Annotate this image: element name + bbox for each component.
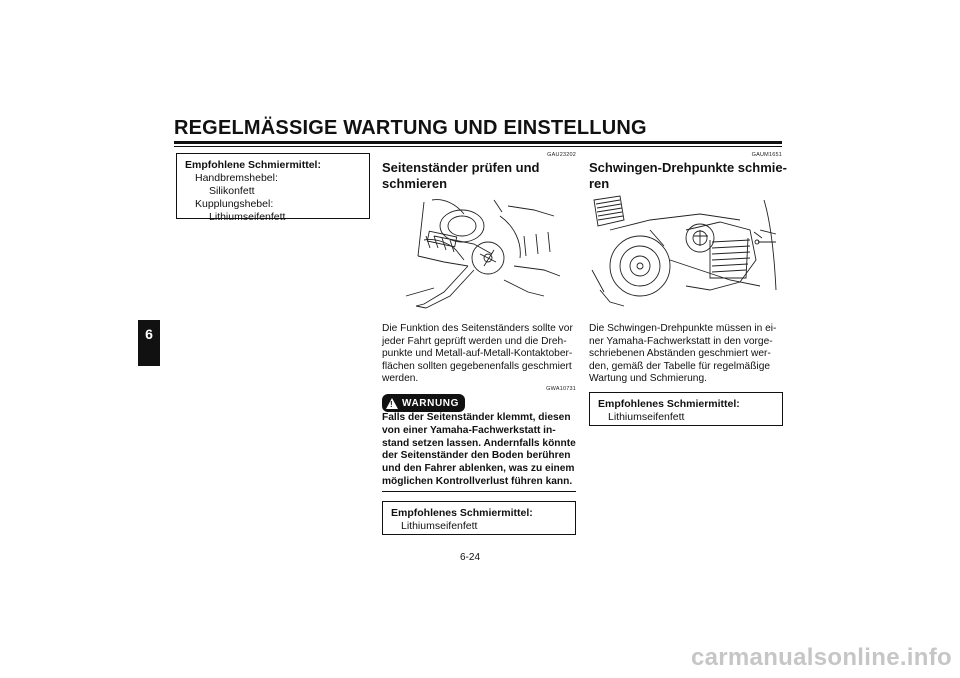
body-line: jeder Fahrt geprüft werden und die Dreh-: [382, 335, 567, 347]
lubricant-box-levers: [176, 153, 370, 223]
section-title-line: Seitenständer prüfen und: [382, 160, 540, 175]
warning-line: möglichen Kontrollverlust führen kann.: [382, 475, 573, 487]
watermark: carmanualsonline.info: [690, 644, 952, 671]
warning-line: und den Fahrer ablenken, was zu einem: [382, 463, 575, 475]
sidestand-illustration: [404, 196, 562, 314]
warning-line: von einer Yamaha-Fachwerkstatt in-: [382, 424, 556, 436]
warning-label: WARNUNG: [402, 397, 459, 409]
section-title-line: Schwingen-Drehpunkte schmie-: [589, 160, 787, 175]
body-line: werden.: [382, 373, 419, 385]
chapter-number: 6: [145, 326, 153, 342]
lubricant-item-value: Silikonfett: [209, 185, 255, 197]
lubricant-value: Lithiumseifenfett: [608, 411, 685, 423]
section-code: GAUM1651: [751, 152, 782, 158]
header-rule-thin: [174, 146, 782, 147]
warning-line: Falls der Seitenständer klemmt, diesen: [382, 412, 571, 423]
lubricant-box-title: Empfohlenes Schmiermittel:: [391, 507, 533, 519]
section-title-line: schmieren: [382, 176, 448, 191]
chapter-tab[interactable]: [138, 320, 160, 366]
lubricant-value: Lithiumseifenfett: [401, 520, 478, 532]
warning-text: [382, 412, 578, 489]
lubricant-box-title: Empfohlene Schmiermittel:: [185, 159, 321, 171]
page-number: 6-24: [460, 552, 481, 563]
body-line: schriebenen Abständen geschmiert wer-: [589, 348, 771, 360]
section-title-sidestand: [382, 160, 582, 192]
warning-code: GWA10731: [546, 386, 576, 392]
warning-icon: !: [386, 398, 398, 409]
body-line: Die Funktion des Seitenständers sollte vor: [382, 323, 573, 334]
body-line: ner Yamaha-Fachwerkstatt in den vorge-: [589, 335, 773, 347]
body-line: flächen sollten gegebenenfalls geschmiert: [382, 360, 572, 372]
section-title-swingarm: [589, 160, 789, 192]
warning-end-rule: [382, 491, 576, 492]
body-line: punkte und Metall-auf-Metall-Kontaktober-: [382, 348, 573, 360]
body-line: den, gemäß der Tabelle für regelmäßige: [589, 360, 771, 372]
warning-line: der Seitenständer den Boden berühren: [382, 450, 571, 462]
section-title-line: ren: [589, 176, 610, 191]
sidestand-body: [382, 323, 578, 386]
warning-line: stand setzen lassen. Andernfalls könnte: [382, 437, 576, 449]
swingarm-body: [589, 323, 785, 386]
header-rule: [174, 141, 782, 144]
section-code: GAU23202: [547, 152, 576, 158]
body-line: Die Schwingen-Drehpunkte müssen in ei-: [589, 323, 777, 334]
body-line: Wartung und Schmierung.: [589, 373, 707, 385]
lubricant-item-value: Lithiumseifenfett: [209, 211, 286, 223]
lubricant-box-title: Empfohlenes Schmiermittel:: [598, 398, 740, 410]
lubricant-item-name: Kupplungshebel:: [195, 198, 274, 210]
page-title: REGELMÄSSIGE WARTUNG UND EINSTELLUNG: [174, 117, 647, 139]
lubricant-box-swingarm: [589, 392, 783, 426]
warning-badge: [382, 394, 465, 412]
lubricant-item-name: Handbremshebel:: [195, 172, 278, 184]
lubricant-box-sidestand: [382, 501, 576, 535]
swingarm-illustration: [590, 190, 780, 310]
